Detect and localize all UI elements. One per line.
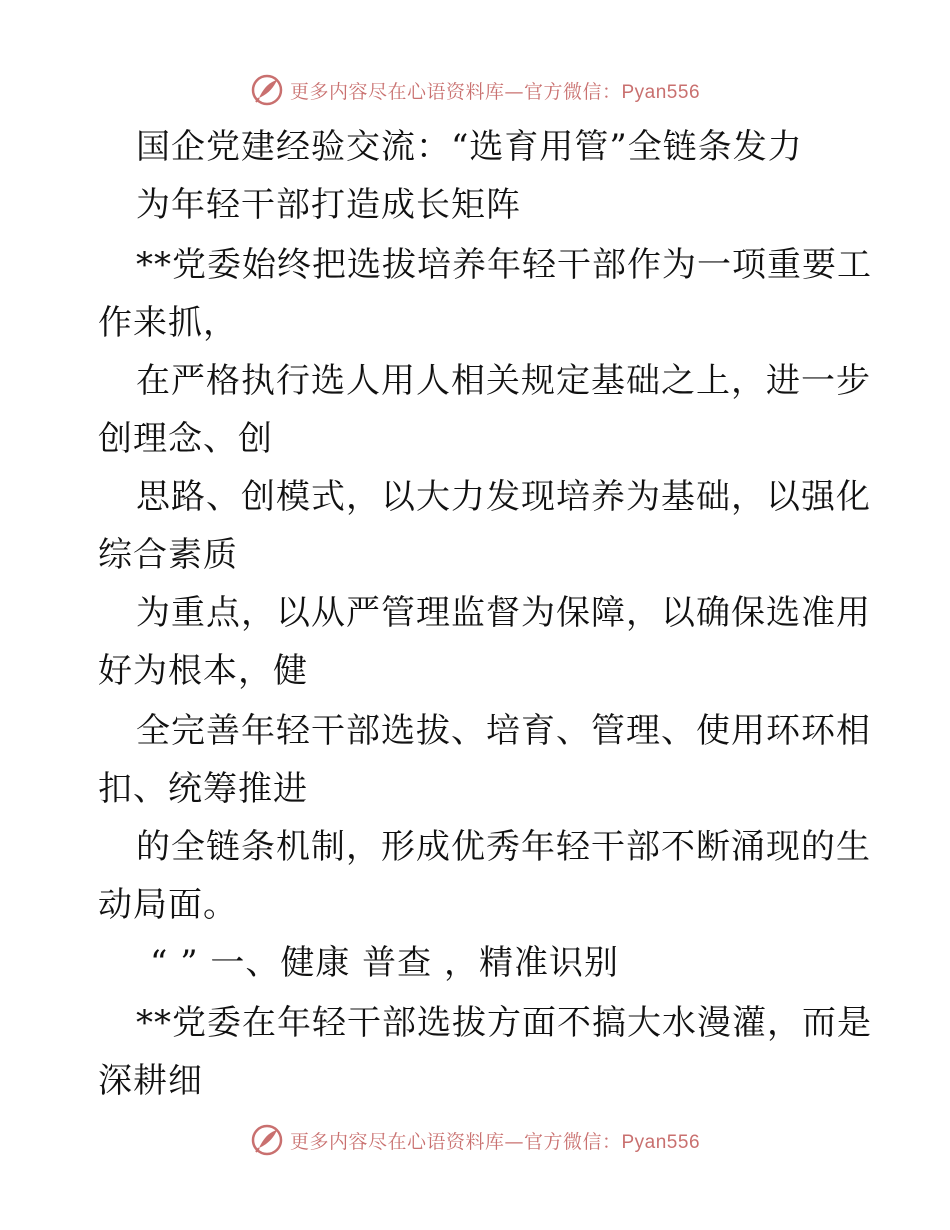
feather-pen-logo-icon <box>250 73 284 107</box>
paragraph-line: 动局面。 <box>98 885 238 925</box>
paragraph-line: 为重点，以从严管理监督为保障，以确保选准用 <box>136 593 871 633</box>
document-title-line-2: 为年轻干部打造成长矩阵 <box>136 185 521 225</box>
watermark-slogan: 更多内容尽在心语资料库—官方微信： <box>289 1130 622 1153</box>
watermark-brand: Pyan556 <box>621 81 701 103</box>
paragraph-line: 创理念、创 <box>98 419 273 459</box>
watermark-header <box>0 70 950 110</box>
watermark-brand: Pyan556 <box>621 1131 701 1153</box>
feather-pen-logo-icon <box>250 1123 284 1157</box>
paragraph-line: **党委始终把选拔培养年轻干部作为一项重要工 <box>136 245 872 285</box>
paragraph-line: 的全链条机制，形成优秀年轻干部不断涌现的生 <box>136 827 871 867</box>
watermark-text <box>290 77 700 104</box>
paragraph-line: 深耕细 <box>98 1061 203 1101</box>
paragraph-line: 好为根本，健 <box>98 651 308 691</box>
paragraph-line: 综合素质 <box>98 535 238 575</box>
paragraph-line: 全完善年轻干部选拔、培育、管理、使用环环相 <box>136 711 871 751</box>
watermark-footer <box>0 1120 950 1160</box>
document-title-line-1: 国企党建经验交流：“选育用管”全链条发力 <box>136 127 803 167</box>
watermark-slogan: 更多内容尽在心语资料库—官方微信： <box>289 80 622 103</box>
watermark-text <box>290 1127 700 1154</box>
paragraph-line: **党委在年轻干部选拔方面不搞大水漫灌，而是 <box>136 1003 872 1043</box>
paragraph-line: 扣、统筹推进 <box>98 769 308 809</box>
paragraph-line: 作来抓， <box>98 303 238 343</box>
paragraph-line: 思路、创模式，以大力发现培养为基础，以强化 <box>136 477 871 517</box>
section-heading: “ ” 一、健康 普查 ，精准识别 <box>150 943 619 983</box>
paragraph-line: 在严格执行选人用人相关规定基础之上，进一步 <box>136 361 871 401</box>
